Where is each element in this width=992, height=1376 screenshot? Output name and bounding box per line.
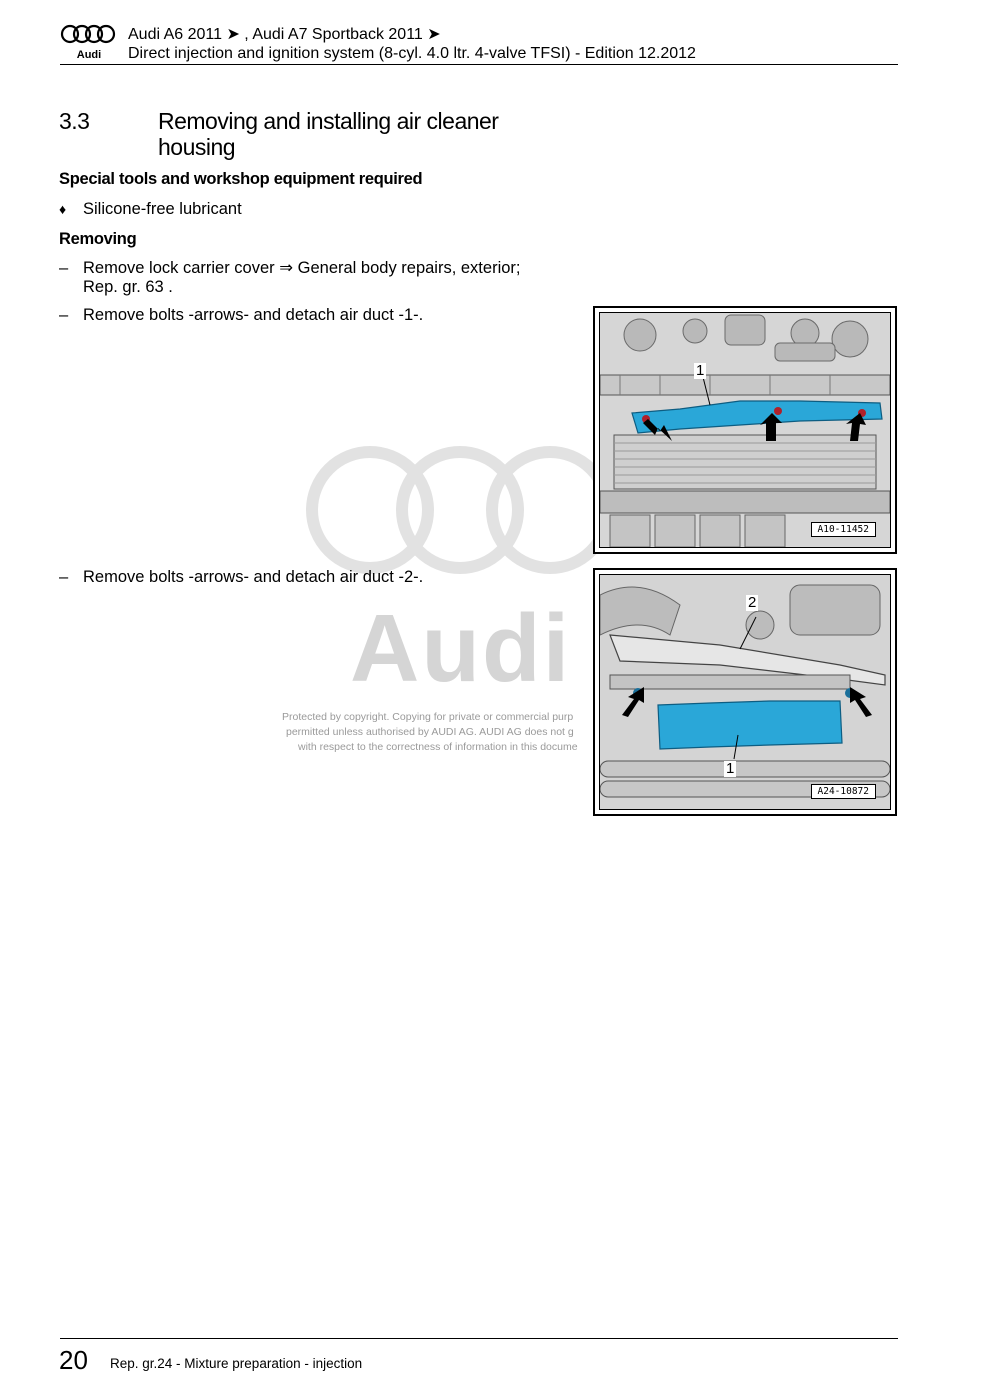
audi-rings-icon: [60, 24, 118, 60]
figure-image: [599, 574, 891, 810]
step-3: Remove bolts -arrows- and detach air duct -2-.: [83, 568, 424, 586]
page-number: 20: [59, 1345, 88, 1375]
callout-label: 1: [726, 760, 735, 777]
step-dash: –: [59, 568, 69, 586]
header-manual-title: Direct injection and ignition system (8-cyl. 4.0 ltr. 4-valve TFSI) - Edition 12.2012: [128, 45, 696, 62]
callout-label: 1: [696, 362, 705, 379]
watermark-word: Audi: [350, 595, 572, 702]
figure-air-duct-1: [593, 306, 897, 554]
special-tools-heading: Special tools and workshop equipment required: [59, 170, 423, 188]
header-models: Audi A6 2011 ➤ , Audi A7 Sportback 2011 ➤: [128, 26, 441, 43]
step-dash: –: [59, 259, 69, 277]
footer-chapter: Rep. gr.24 - Mixture preparation - injection: [110, 1356, 363, 1371]
figure-code: A24-10872: [811, 784, 876, 799]
removing-heading: Removing: [59, 230, 137, 248]
section-number: 3.3: [59, 108, 90, 134]
footer-divider: [60, 1338, 898, 1339]
engine-bay-illustration: [600, 313, 890, 547]
step-1: [83, 259, 520, 297]
step-1-line-1: Remove lock carrier cover ⇒ General body repairs, exterior;: [83, 259, 521, 277]
figure-code: A10-11452: [811, 522, 876, 537]
engine-bay-illustration: [600, 575, 890, 809]
watermark-rings: [300, 440, 640, 580]
copyright-notice-line: permitted unless authorised by AUDI AG. AUDI AG does not g: [286, 726, 574, 738]
diamond-bullet-icon: ♦: [59, 201, 67, 217]
tool-item: Silicone-free lubricant: [83, 200, 242, 218]
logo-word: Audi: [76, 49, 102, 60]
section-title: Removing and installing air cleaner housing: [158, 108, 499, 160]
step-2: Remove bolts -arrows- and detach air duct -1-.: [83, 306, 424, 324]
header-divider: [60, 64, 898, 65]
copyright-notice-line: Protected by copyright. Copying for private or commercial purp: [282, 711, 574, 723]
copyright-notice-line: with respect to the correctness of information in this docume: [298, 741, 578, 753]
audi-logo: [60, 24, 118, 65]
figure-image: [599, 312, 891, 548]
callout-label: 2: [748, 594, 757, 611]
step-1-line-2: Rep. gr. 63 .: [83, 278, 173, 296]
figure-air-duct-2: [593, 568, 897, 816]
step-dash: –: [59, 306, 69, 324]
